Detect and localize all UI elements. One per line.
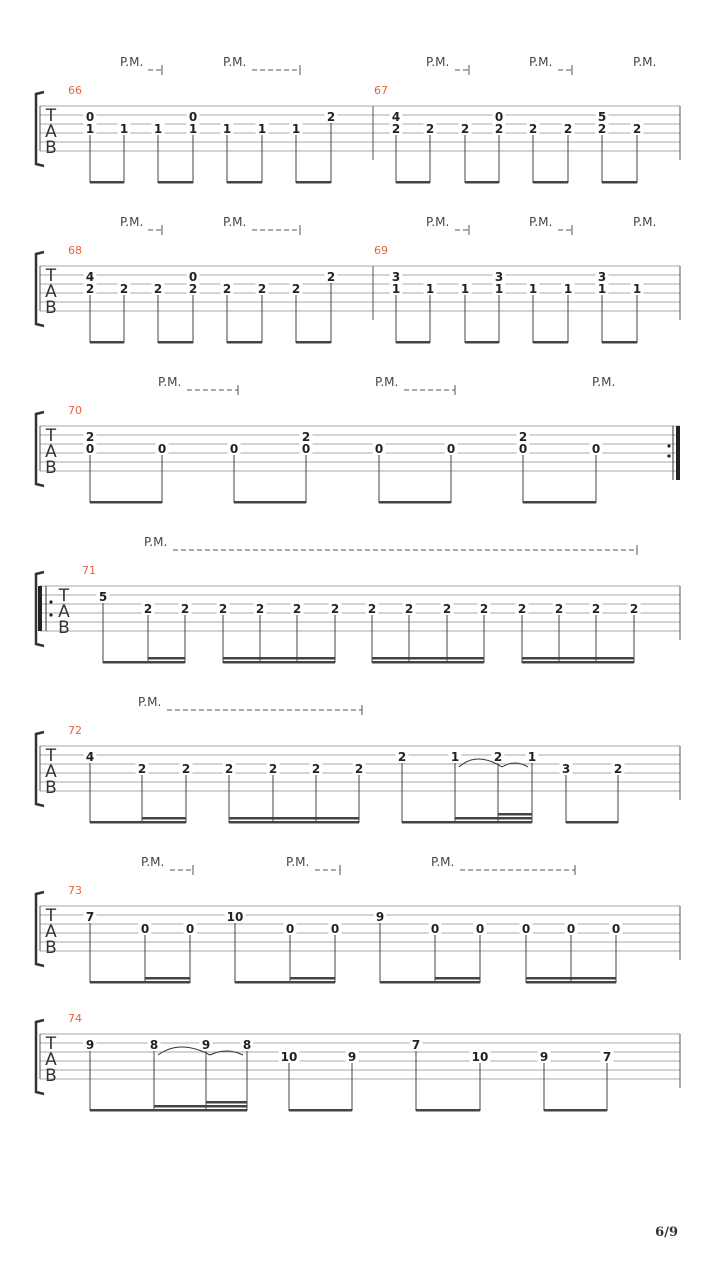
fret-number: 2	[257, 282, 267, 296]
palm-mute-label: P.M.	[375, 375, 399, 389]
tab-clef-letter: B	[58, 618, 70, 638]
palm-mute-label: P.M.	[141, 855, 165, 869]
beam	[526, 977, 616, 980]
fret-number: 2	[397, 750, 407, 764]
palm-mute-label: P.M.	[223, 55, 247, 69]
fret-number: 0	[518, 442, 528, 456]
beam	[90, 501, 162, 504]
fret-number: 0	[566, 922, 576, 936]
measure-number: 74	[68, 1012, 82, 1025]
fret-number: 1	[188, 122, 198, 136]
fret-number: 0	[185, 922, 195, 936]
repeat-dot	[667, 454, 670, 457]
beam	[289, 1109, 352, 1112]
beam	[522, 661, 634, 664]
fret-number: 2	[442, 602, 452, 616]
fret-number: 8	[242, 1038, 252, 1052]
fret-number: 0	[301, 442, 311, 456]
fret-number: 9	[375, 910, 385, 924]
fret-number: 2	[301, 430, 311, 444]
beam	[566, 821, 618, 824]
fret-number: 9	[347, 1050, 357, 1064]
fret-number: 2	[517, 602, 527, 616]
tab-clef-letter: T	[45, 266, 57, 286]
fret-number: 2	[629, 602, 639, 616]
fret-number: 2	[613, 762, 623, 776]
beam	[206, 1101, 247, 1104]
fret-number: 2	[218, 602, 228, 616]
fret-number: 2	[326, 110, 336, 124]
measure-number: 73	[68, 884, 82, 897]
beam	[396, 341, 430, 344]
fret-number: 2	[330, 602, 340, 616]
fret-number: 0	[188, 110, 198, 124]
fret-number: 7	[85, 910, 95, 924]
beam	[229, 817, 359, 820]
fret-number: 2	[404, 602, 414, 616]
fret-number: 2	[460, 122, 470, 136]
fret-number: 2	[143, 602, 153, 616]
fret-number: 10	[226, 910, 244, 924]
repeat-start-thick-bar	[38, 586, 42, 631]
fret-number: 1	[597, 282, 607, 296]
beam	[372, 661, 484, 664]
fret-number: 2	[137, 762, 147, 776]
fret-number: 2	[563, 122, 573, 136]
beam	[154, 1105, 247, 1108]
fret-number: 3	[494, 270, 504, 284]
palm-mute-label: P.M.	[426, 215, 450, 229]
fret-number: 0	[330, 922, 340, 936]
fret-number: 9	[539, 1050, 549, 1064]
fret-number: 2	[518, 430, 528, 444]
beam	[158, 181, 193, 184]
fret-number: 2	[367, 602, 377, 616]
beam	[416, 1109, 480, 1112]
tab-system	[36, 1020, 680, 1112]
palm-mute-label: P.M.	[633, 215, 657, 229]
fret-number: 0	[611, 922, 621, 936]
fret-number: 0	[140, 922, 150, 936]
fret-number: 0	[285, 922, 295, 936]
fret-number: 3	[391, 270, 401, 284]
page-number: 6/9	[655, 1225, 678, 1240]
palm-mute-label: P.M.	[120, 215, 144, 229]
measure-number: 66	[68, 84, 82, 97]
beam	[435, 977, 480, 980]
beam	[402, 821, 532, 824]
beam	[223, 661, 335, 664]
fret-number: 2	[479, 602, 489, 616]
palm-mute-label: P.M.	[286, 855, 310, 869]
fret-number: 0	[188, 270, 198, 284]
beam	[227, 181, 262, 184]
beam	[523, 501, 596, 504]
fret-number: 2	[222, 282, 232, 296]
fret-number: 2	[268, 762, 278, 776]
tab-clef-letter: A	[45, 762, 57, 782]
beam	[455, 817, 532, 820]
tab-clef-letter: A	[45, 922, 57, 942]
fret-number: 1	[391, 282, 401, 296]
palm-mute-label: P.M.	[529, 215, 553, 229]
fret-number: 0	[475, 922, 485, 936]
measure-number: 72	[68, 724, 82, 737]
fret-number: 0	[374, 442, 384, 456]
measure-number: 71	[82, 564, 96, 577]
fret-number: 2	[85, 430, 95, 444]
fret-number: 2	[85, 282, 95, 296]
fret-number: 3	[561, 762, 571, 776]
tab-clef-letter: T	[45, 106, 57, 126]
tab-clef-letter: B	[45, 938, 57, 958]
beam	[380, 981, 480, 984]
tab-clef-letter: A	[45, 442, 57, 462]
fret-number: 1	[119, 122, 129, 136]
beam	[90, 341, 124, 344]
tab-clef-letter: B	[45, 778, 57, 798]
tab-system	[36, 545, 680, 664]
beam	[498, 813, 532, 816]
fret-number: 5	[597, 110, 607, 124]
beam	[223, 657, 335, 660]
fret-number: 2	[291, 282, 301, 296]
beam	[234, 501, 306, 504]
beam	[90, 981, 190, 984]
beam	[142, 817, 186, 820]
fret-number: 0	[229, 442, 239, 456]
fret-number: 2	[391, 122, 401, 136]
fret-number: 7	[411, 1038, 421, 1052]
beam	[602, 341, 637, 344]
fret-number: 2	[528, 122, 538, 136]
fret-number: 1	[494, 282, 504, 296]
palm-mute-label: P.M.	[529, 55, 553, 69]
fret-number: 7	[602, 1050, 612, 1064]
beam	[465, 181, 499, 184]
fret-number: 2	[597, 122, 607, 136]
beam	[526, 981, 616, 984]
fret-number: 1	[632, 282, 642, 296]
fret-number: 1	[257, 122, 267, 136]
fret-number: 0	[430, 922, 440, 936]
tab-clef-letter: A	[45, 122, 57, 142]
fret-number: 2	[224, 762, 234, 776]
fret-number: 4	[85, 270, 95, 284]
beam	[544, 1109, 607, 1112]
tab-clef-letter: T	[45, 1034, 57, 1054]
palm-mute-label: P.M.	[144, 535, 168, 549]
fret-number: 10	[471, 1050, 489, 1064]
beam	[533, 341, 568, 344]
beam	[296, 341, 331, 344]
tab-clef-letter: T	[58, 586, 70, 606]
tab-system	[36, 225, 680, 344]
beam	[145, 977, 190, 980]
beam	[90, 1109, 247, 1112]
beam	[522, 657, 634, 660]
beam	[227, 341, 262, 344]
fret-number: 3	[597, 270, 607, 284]
tab-clef-letter: B	[45, 298, 57, 318]
fret-number: 4	[391, 110, 401, 124]
fret-number: 0	[494, 110, 504, 124]
beam	[158, 341, 193, 344]
fret-number: 2	[292, 602, 302, 616]
fret-number: 0	[85, 442, 95, 456]
fret-number: 2	[425, 122, 435, 136]
beam	[229, 821, 359, 824]
tab-clef-letter: A	[58, 602, 70, 622]
fret-number: 0	[157, 442, 167, 456]
fret-number: 8	[149, 1038, 159, 1052]
beam	[379, 501, 451, 504]
fret-number: 1	[450, 750, 460, 764]
repeat-end-thick-bar	[676, 426, 680, 480]
measure-number: 68	[68, 244, 82, 257]
fret-number: 2	[311, 762, 321, 776]
tab-clef-letter: T	[45, 426, 57, 446]
tab-clef-letter: B	[45, 1066, 57, 1086]
beam	[148, 657, 185, 660]
beam	[296, 181, 331, 184]
palm-mute-label: P.M.	[592, 375, 616, 389]
beam	[396, 181, 430, 184]
palm-mute-label: P.M.	[138, 695, 162, 709]
fret-number: 2	[554, 602, 564, 616]
measure-number: 67	[374, 84, 388, 97]
fret-number: 2	[119, 282, 129, 296]
fret-number: 2	[632, 122, 642, 136]
fret-number: 2	[181, 762, 191, 776]
beam	[103, 661, 185, 664]
repeat-dot	[667, 444, 670, 447]
palm-mute-label: P.M.	[223, 215, 247, 229]
fret-number: 2	[180, 602, 190, 616]
fret-number: 1	[425, 282, 435, 296]
fret-number: 0	[85, 110, 95, 124]
palm-mute-label: P.M.	[426, 55, 450, 69]
fret-number: 1	[291, 122, 301, 136]
tab-clef-letter: A	[45, 1050, 57, 1070]
tab-system	[36, 865, 680, 984]
fret-number: 2	[255, 602, 265, 616]
measure-number: 69	[374, 244, 388, 257]
measure-number: 70	[68, 404, 82, 417]
palm-mute-label: P.M.	[633, 55, 657, 69]
fret-number: 0	[521, 922, 531, 936]
fret-number: 2	[188, 282, 198, 296]
fret-number: 2	[591, 602, 601, 616]
beam	[372, 657, 484, 660]
repeat-dot	[49, 613, 52, 616]
fret-number: 2	[494, 122, 504, 136]
tab-system	[36, 65, 680, 184]
beam	[290, 977, 335, 980]
tab-clef-letter: A	[45, 282, 57, 302]
fret-number: 1	[222, 122, 232, 136]
palm-mute-label: P.M.	[431, 855, 455, 869]
tab-clef-letter: B	[45, 138, 57, 158]
fret-number: 1	[528, 282, 538, 296]
fret-number: 9	[85, 1038, 95, 1052]
fret-number: 1	[153, 122, 163, 136]
tab-clef-letter: T	[45, 906, 57, 926]
fret-number: 0	[446, 442, 456, 456]
fret-number: 1	[460, 282, 470, 296]
repeat-dot	[49, 600, 52, 603]
fret-number: 4	[85, 750, 95, 764]
beam	[90, 181, 124, 184]
fret-number: 2	[354, 762, 364, 776]
beam	[533, 181, 568, 184]
fret-number: 2	[153, 282, 163, 296]
fret-number: 1	[527, 750, 537, 764]
tab-clef-letter: T	[45, 746, 57, 766]
fret-number: 10	[280, 1050, 298, 1064]
fret-number: 1	[85, 122, 95, 136]
palm-mute-label: P.M.	[120, 55, 144, 69]
palm-mute-label: P.M.	[158, 375, 182, 389]
fret-number: 0	[591, 442, 601, 456]
fret-number: 5	[98, 590, 108, 604]
beam	[235, 981, 335, 984]
fret-number: 2	[326, 270, 336, 284]
beam	[465, 341, 499, 344]
tab-system	[36, 385, 680, 504]
beam	[602, 181, 637, 184]
fret-number: 2	[493, 750, 503, 764]
fret-number: 9	[201, 1038, 211, 1052]
beam	[90, 821, 186, 824]
tab-clef-letter: B	[45, 458, 57, 478]
fret-number: 1	[563, 282, 573, 296]
